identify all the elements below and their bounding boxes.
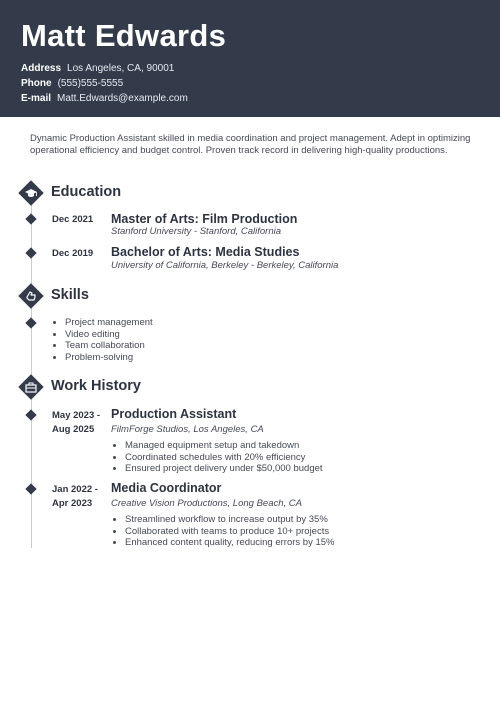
professional-summary: Dynamic Production Assistant skilled in media coordination and project management. Adept in optimizing operational efficiency and budget control. Proven track record in delivering high-quality productions. xyxy=(30,133,471,156)
skill-item: • Problem-solving xyxy=(65,352,153,364)
job-title: Production Assistant xyxy=(111,407,237,421)
timeline-marker xyxy=(25,317,36,328)
candidate-name: Matt Edwards xyxy=(21,18,227,53)
contact-address xyxy=(21,63,174,74)
degree-title: Master of Arts: Film Production xyxy=(111,212,298,226)
resume-header xyxy=(0,0,500,117)
contact-label: Phone xyxy=(21,78,52,89)
job-bullet: • Ensured project delivery under $50,000 budget xyxy=(125,463,323,475)
entry-date-end: Apr 2023 xyxy=(52,498,93,509)
company-name: Creative Vision Productions, Long Beach, CA xyxy=(111,498,302,509)
degree-title: Bachelor of Arts: Media Studies xyxy=(111,245,300,259)
job-bullet: • Enhanced content quality, reducing errors by 15% xyxy=(125,537,334,549)
contact-value: Matt.Edwards@example.com xyxy=(57,93,188,104)
skill-item: • Video editing xyxy=(65,329,153,341)
job-bullet: • Managed equipment setup and takedown xyxy=(125,440,323,452)
school-name: Stanford University - Stanford, California xyxy=(111,226,282,237)
company-name: FilmForge Studios, Los Angeles, CA xyxy=(111,424,264,435)
contact-phone xyxy=(21,78,123,89)
timeline-marker xyxy=(25,409,36,420)
skill-item: • Team collaboration xyxy=(65,340,153,352)
timeline-marker xyxy=(25,213,36,224)
section-title-education: Education xyxy=(51,184,122,200)
job-title: Media Coordinator xyxy=(111,481,222,495)
section-title-work-history: Work History xyxy=(51,378,141,394)
skills-list xyxy=(54,317,153,363)
timeline-marker xyxy=(25,247,36,258)
contact-value: (555)555-5555 xyxy=(57,78,124,89)
job-bullets xyxy=(114,440,323,475)
entry-date-start: May 2023 - xyxy=(52,410,101,421)
job-bullets xyxy=(114,514,334,549)
job-bullet: • Coordinated schedules with 20% efficiency xyxy=(125,452,323,464)
contact-label: Address xyxy=(21,63,62,74)
entry-date-start: Jan 2022 - xyxy=(52,484,98,495)
skills-hand-icon xyxy=(18,283,43,308)
graduation-cap-icon xyxy=(18,180,43,205)
entry-date: Dec 2021 xyxy=(52,214,94,225)
job-bullet: • Collaborated with teams to produce 10+ projects xyxy=(125,526,334,538)
section-title-skills: Skills xyxy=(51,287,89,303)
school-name: University of California, Berkeley - Berkeley, California xyxy=(111,260,339,271)
contact-label: E-mail xyxy=(21,93,52,104)
briefcase-icon xyxy=(18,374,43,399)
job-bullet: • Streamlined workflow to increase output by 35% xyxy=(125,514,334,526)
contact-email xyxy=(21,93,188,104)
entry-date-end: Aug 2025 xyxy=(52,424,95,435)
entry-date: Dec 2019 xyxy=(52,248,94,259)
contact-value: Los Angeles, CA, 90001 xyxy=(67,63,175,74)
timeline-marker xyxy=(25,483,36,494)
skill-item: • Project management xyxy=(65,317,153,329)
